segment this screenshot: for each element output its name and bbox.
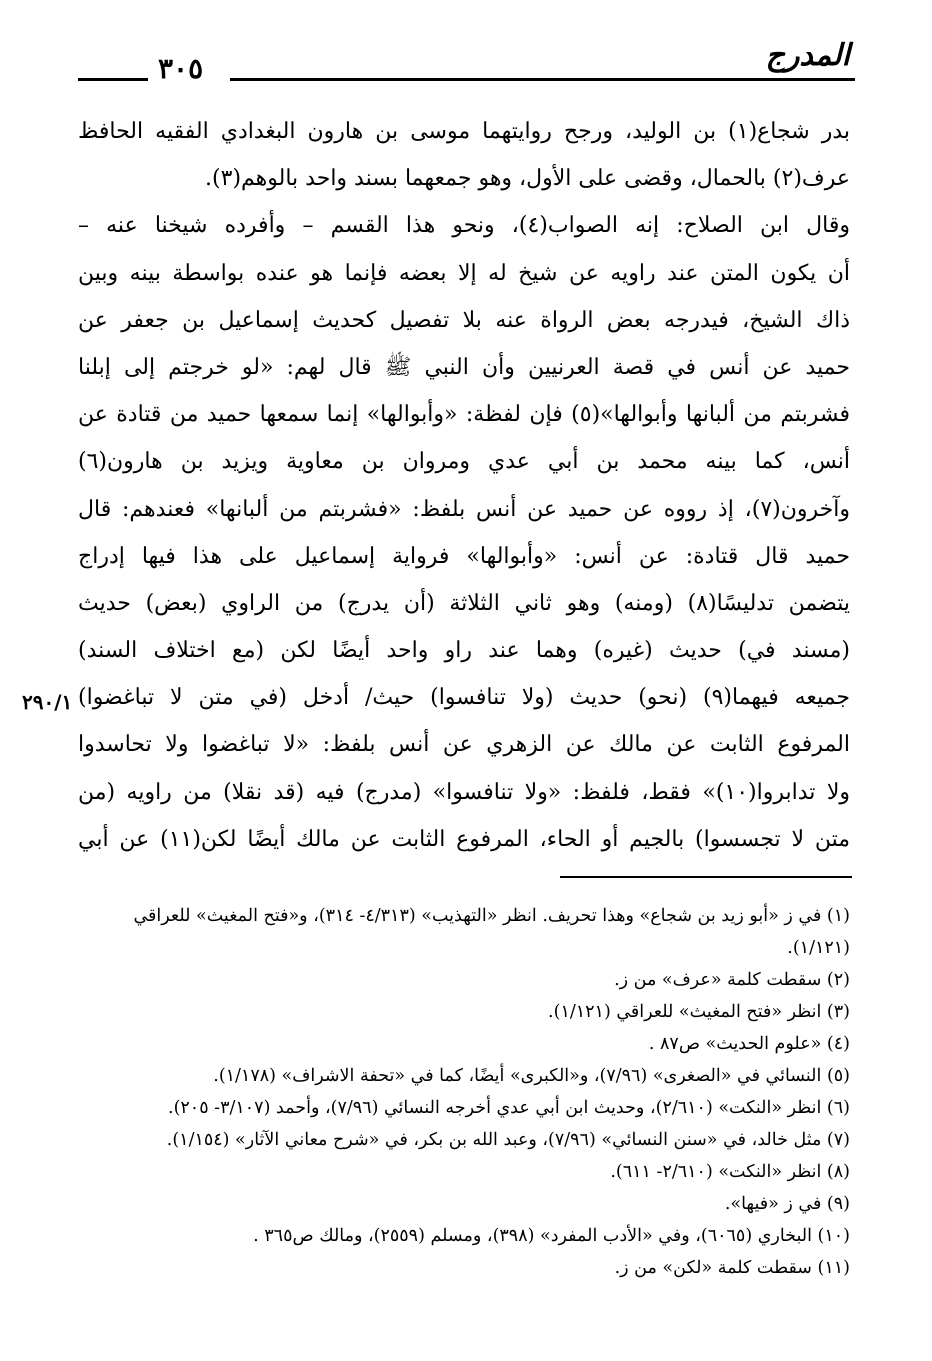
footnotes: [78, 900, 850, 1284]
text-line: عرف(٢) بالحمال، وقضى على الأول، وهو جمعهما بسند واحد بالوهم(٣).: [205, 166, 850, 192]
text-line: أنس، كما بينه محمد بن أبي عدي ومروان بن معاوية ويزيد بن هارون(٦): [78, 449, 850, 475]
text-line: يتضمن تدليسًا(٨) (ومنه) وهو ثاني الثلاثة (أن يدرج) من الراوي (بعض) حديث: [78, 590, 850, 616]
text-line: المرفوع الثابت عن مالك عن الزهري عن أنس بلفظ: «لا تباغضوا ولا تحاسدوا: [78, 732, 850, 758]
text-line: فشربتم من ألبانها وأبوالها»(٥) فإن لفظة: «وأبوالها» إنما سمعها حميد من قتادة عن: [78, 402, 850, 428]
footnote: (٩) في ز «فيها».: [724, 1194, 850, 1214]
footnote: (٤) «علوم الحديث» ص٨٧ .: [648, 1034, 850, 1054]
text-line: ذاك الشيخ، فيدرجه بعض الرواة عنه بلا تفصيل كحديث إسماعيل بن جعفر عن: [78, 307, 850, 333]
footnote: (١٠) البخاري (٦٠٦٥)، وفي «الأدب المفرد» (٣٩٨)، ومسلم (٢٥٥٩)، ومالك ص٣٦٥ .: [253, 1226, 850, 1246]
text-line: وقال ابن الصلاح: إنه الصواب(٤)، ونحو هذا القسم – وأفرده شيخنا عنه –: [78, 213, 850, 239]
header-rule-right: [230, 78, 855, 81]
running-title: المدرج: [765, 38, 850, 73]
footnote: (٨) انظر «النكت» (٢/٦١٠- ٦١١).: [610, 1162, 850, 1182]
page-header: [70, 38, 860, 98]
footnote: (١١) سقطت كلمة «لكن» من ز.: [614, 1258, 850, 1278]
text-line: ولا تدابروا(١٠)» فقط، فلفظ: «ولا تنافسوا» (مدرج) فيه (قد نقلا) من راويه (من: [78, 779, 850, 805]
text-line: بدر شجاع(١) بن الوليد، ورجح روايتهما موسى بن هارون البغدادي الفقيه الحافظ: [78, 119, 850, 144]
text-line: أن يكون المتن عند راويه عن شيخ له إلا بعضه فإنما هو عنده بواسطة بينه وبين: [78, 260, 850, 286]
text-line: (مسند في) حديث (غيره) وهما عند راو واحد أيضًا لكن (مع اختلاف السند): [78, 638, 850, 664]
footnote: (٦) انظر «النكت» (٢/٦١٠)، وحديث ابن أبي عدي أخرجه النسائي (٧/٩٦)، وأحمد (٣/١٠٧- ٢٠٥).: [168, 1098, 850, 1118]
footnote-separator: [560, 876, 852, 878]
footnote: (٧) مثل خالد، في «سنن النسائي» (٧/٩٦)، وعبد الله بن بكر، في «شرح معاني الآثار» (١/١٥٤).: [166, 1130, 850, 1150]
text-line: حميد قال قتادة: عن أنس: «وأبوالها» فرواية إسماعيل على هذا فيها إدراج: [78, 543, 850, 569]
footnote: (١) في ز «أبو زيد بن شجاع» وهذا تحريف. انظر «التهذيب» (٤/٣١٣- ٣١٤)، و«فتح المغيث» للعراقي (١/١٢١).: [133, 906, 850, 958]
footnote: (٢) سقطت كلمة «عرف» من ز.: [614, 970, 850, 990]
text-line: متن لا تجسسوا) بالجيم أو الحاء، المرفوع الثابت عن مالك أيضًا لكن(١١) عن أبي: [78, 826, 850, 852]
main-text: [78, 108, 850, 863]
footnote: (٣) انظر «فتح المغيث» للعراقي (١/١٢١).: [548, 1002, 850, 1022]
page-number: ٣٠٥: [158, 52, 204, 85]
header-rule-left: [78, 78, 148, 81]
footnote: (٥) النسائي في «الصغرى» (٧/٩٦)، و«الكبرى» أيضًا، كما في «تحفة الاشراف» (١/١٧٨).: [213, 1066, 850, 1086]
text-line: وآخرون(٧)، إذ رووه عن حميد عن أنس بلفظ: «فشربتم من ألبانها» فعندهم: قال: [78, 496, 850, 522]
margin-reference: ٢٩٠/١: [22, 690, 73, 714]
text-line: جميعه فيهما(٩) (نحو) حديث (ولا تنافسوا) حيث/ أدخل (في متن لا تباغضوا): [78, 685, 850, 711]
text-line: حميد عن أنس في قصة العرنيين وأن النبي ﷺ قال لهم: «لو خرجتم إلى إبلنا: [78, 354, 850, 380]
